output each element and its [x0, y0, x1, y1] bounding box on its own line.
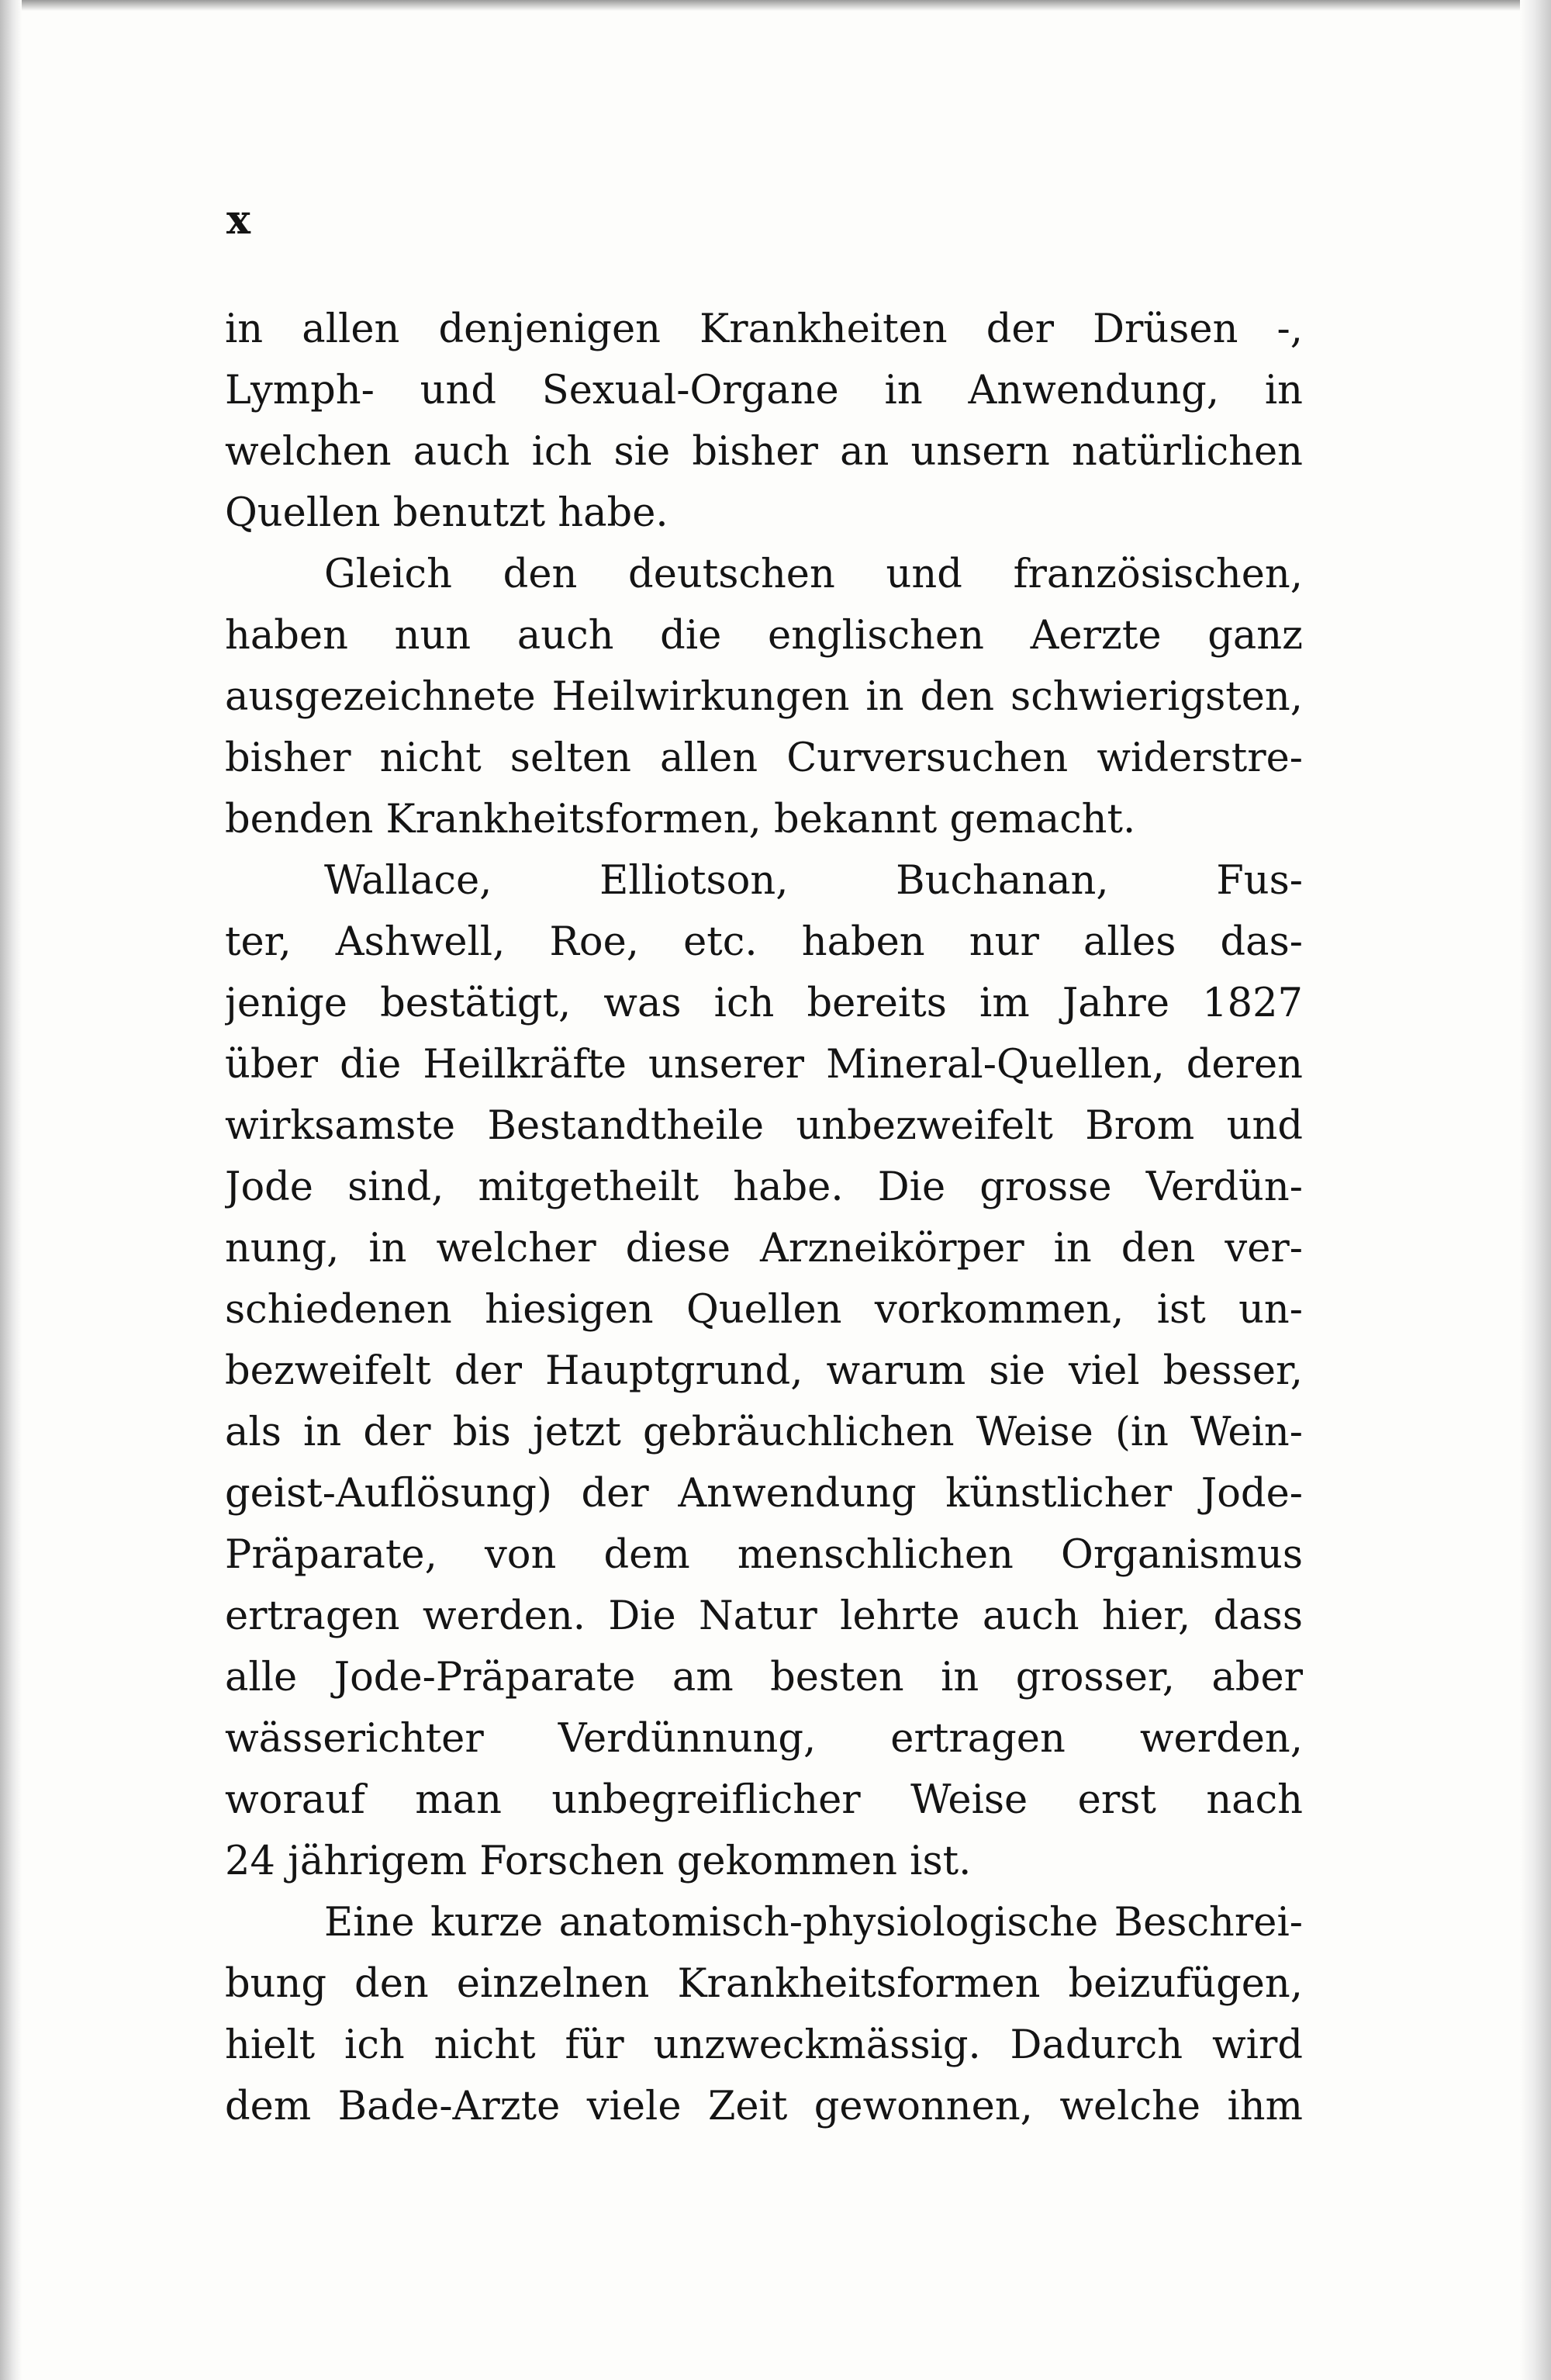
text-line: hielt ich nicht für unzweckmässig. Dadurch wird: [225, 2022, 1303, 2068]
text-line: haben nun auch die englischen Aerzte ganz: [225, 613, 1303, 659]
text-line: nung, in welcher diese Arzneikörper in den ver-: [225, 1226, 1303, 1271]
page-number: x: [226, 196, 251, 244]
text-line: wirksamste Bestandtheile unbezweifelt Brom und: [225, 1103, 1303, 1149]
text-line: schiedenen hiesigen Quellen vorkommen, ist un-: [225, 1287, 1303, 1333]
text-line: wässerichter Verdünnung, ertragen werden,: [225, 1716, 1303, 1762]
text-line: geist-Auflösung) der Anwendung künstlicher Jode-: [225, 1471, 1303, 1517]
text-line: Eine kurze anatomisch-physiologische Beschrei-: [324, 1900, 1303, 1946]
page-top-edge: [0, 0, 1551, 11]
text-line: bezweifelt der Hauptgrund, warum sie viel besser,: [225, 1348, 1303, 1394]
text-line: 24 jährigem Forschen gekommen ist.: [225, 1839, 972, 1884]
text-line: über die Heilkräfte unserer Mineral-Quellen, deren: [225, 1042, 1303, 1088]
text-line: Wallace, Elliotson, Buchanan, Fus-: [324, 858, 1303, 904]
text-line: Gleich den deutschen und französischen,: [324, 552, 1303, 597]
text-line: Jode sind, mitgetheilt habe. Die grosse Verdün-: [225, 1164, 1303, 1210]
body-text: [225, 299, 1303, 2137]
text-line: jenige bestätigt, was ich bereits im Jahre 1827: [225, 981, 1303, 1026]
text-line: worauf man unbegreiflicher Weise erst nach: [225, 1777, 1303, 1823]
page-left-edge: [0, 0, 22, 2380]
text-line: bung den einzelnen Krankheitsformen beizufügen,: [225, 1961, 1303, 2007]
text-line: in allen denjenigen Krankheiten der Drüsen -,: [225, 306, 1303, 352]
text-line: Lymph- und Sexual-Organe in Anwendung, in: [225, 368, 1303, 413]
text-line: alle Jode-Präparate am besten in grosser, aber: [225, 1655, 1303, 1700]
text-line: benden Krankheitsformen, bekannt gemacht.: [225, 797, 1136, 842]
text-line: Quellen benutzt habe.: [225, 490, 668, 536]
text-line: ausgezeichnete Heilwirkungen in den schwierigsten,: [225, 674, 1303, 720]
page-right-edge: [1520, 0, 1551, 2380]
text-line: ertragen werden. Die Natur lehrte auch hier, dass: [225, 1593, 1303, 1639]
text-line: Präparate, von dem menschlichen Organismus: [225, 1532, 1303, 1578]
text-line: dem Bade-Arzte viele Zeit gewonnen, welche ihm: [225, 2084, 1303, 2129]
text-line: als in der bis jetzt gebräuchlichen Weise (in Wein-: [225, 1410, 1303, 1455]
text-line: ter, Ashwell, Roe, etc. haben nur alles das-: [225, 919, 1303, 965]
text-line: welchen auch ich sie bisher an unsern natürlichen: [225, 429, 1303, 475]
text-line: bisher nicht selten allen Curversuchen widerstre-: [225, 735, 1303, 781]
